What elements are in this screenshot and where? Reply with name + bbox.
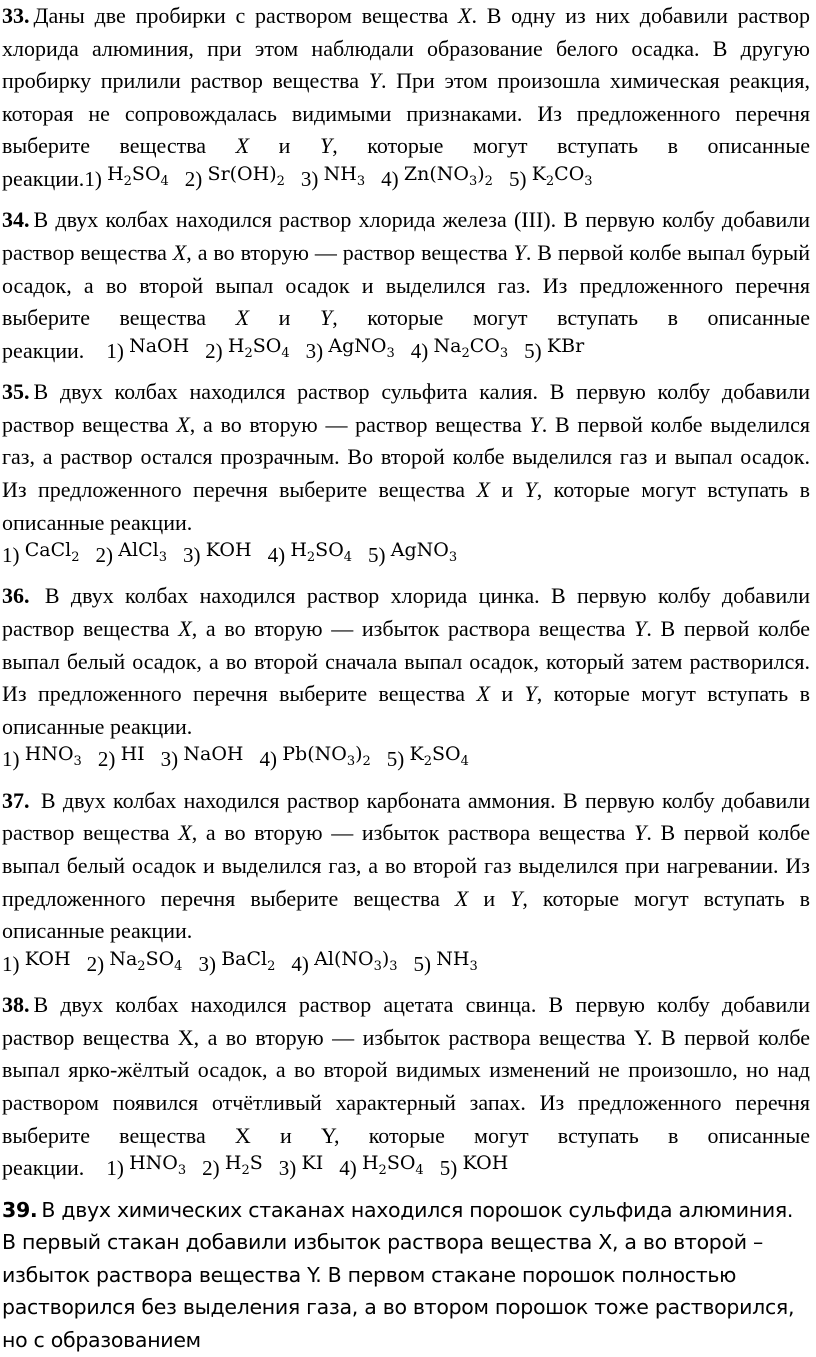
option-formula: HI xyxy=(120,743,145,766)
option-4 xyxy=(339,1152,424,1181)
option-index: 5) xyxy=(524,338,547,363)
question-number: 34. xyxy=(2,207,30,233)
option-3 xyxy=(305,334,395,363)
option-formula: KOH xyxy=(24,947,71,970)
option-index: 4) xyxy=(267,543,291,568)
option-2 xyxy=(205,334,290,363)
option-index: 3) xyxy=(182,543,206,568)
option-3 xyxy=(160,743,244,772)
var-y: Y xyxy=(510,885,523,911)
option-5 xyxy=(386,743,469,772)
var-x: X xyxy=(235,305,250,331)
option-index: 2) xyxy=(97,747,121,772)
option-index: 1) xyxy=(106,338,130,363)
var-y: Y xyxy=(634,616,647,642)
option-3 xyxy=(300,162,366,191)
option-index: 4) xyxy=(259,747,283,772)
var-x: X xyxy=(178,616,192,642)
var-x: X xyxy=(476,476,490,502)
option-index: 4) xyxy=(291,951,315,976)
var-y: Y xyxy=(634,820,647,846)
option-1 xyxy=(2,947,71,976)
option-formula: $Na_2SO_4$ xyxy=(109,947,183,974)
option-4 xyxy=(410,334,509,363)
option-index: 5) xyxy=(368,543,391,568)
option-formula: NaOH xyxy=(183,743,244,766)
question-35: 35. В двух колбах находился раствор сульфита калия. В первую колбу добавили раствор вещества X, а во вторую — раствор вещества Y. В первой колбе выделился газ, а раствор остался прозрачным. Во второй колбе выделился газ и выпал осадок. Из предложенного перечня выберите вещества X и Y, которые могут вступать в описанные реакции. 1) CaCl$_2$ 2) AlCl$_3$ 3) KOH 4) $H_2SO_4$ 5) AgNO$_3$ xyxy=(2,379,810,568)
question-number: 33. xyxy=(2,3,30,28)
options-list xyxy=(2,743,485,772)
option-formula: $HNO_3$ xyxy=(129,1152,187,1178)
option-index: 1) xyxy=(84,166,108,191)
option-1 xyxy=(106,1152,187,1181)
question-number: 38. xyxy=(2,992,30,1018)
var-x: X xyxy=(454,885,469,911)
var-x: X xyxy=(178,820,192,846)
option-formula: AgNO$_3$ xyxy=(390,539,458,565)
option-formula: BaCl$_2$ xyxy=(221,947,276,974)
option-index: 2) xyxy=(86,951,110,976)
option-index: 3) xyxy=(305,338,329,363)
option-index: 1) xyxy=(2,543,25,568)
var-x: X xyxy=(176,411,190,437)
question-number: 37. xyxy=(2,787,30,813)
option-3 xyxy=(278,1152,324,1181)
option-5 xyxy=(413,947,478,976)
option-formula: $K_2SO_4$ xyxy=(409,743,469,770)
option-formula: $Pb(NO_3)_2$ xyxy=(282,743,371,770)
var-x: X xyxy=(235,133,250,159)
option-formula: KBr xyxy=(546,334,585,357)
question-number: 35. xyxy=(2,379,30,405)
option-index: 5) xyxy=(508,166,532,191)
option-1 xyxy=(2,743,82,772)
option-5 xyxy=(368,539,458,568)
option-index: 2) xyxy=(184,166,208,191)
option-formula: $Sr(OH)_2$ xyxy=(207,162,285,189)
option-index: 4) xyxy=(339,1156,362,1181)
var-x: X xyxy=(172,239,187,265)
option-index: 3) xyxy=(160,747,184,772)
option-index: 2) xyxy=(202,1156,225,1181)
option-1 xyxy=(106,334,190,363)
option-formula: $H_2SO_4$ xyxy=(290,539,353,565)
option-formula: KOH xyxy=(462,1152,509,1175)
option-4 xyxy=(291,947,398,976)
option-index: 5) xyxy=(413,951,437,976)
option-2 xyxy=(86,947,183,976)
var-y: Y xyxy=(524,681,537,707)
option-3 xyxy=(198,947,276,976)
var-y: Y xyxy=(513,239,526,265)
option-formula: KOH xyxy=(205,539,252,562)
question-37: 37. В двух колбах находился раствор карбоната аммония. В первую колбу добавили раствор вещества X, а во вторую — избыток раствора вещества Y. В первой колбе выпал белый осадок и выделился газ, а во второй газ выделился при нагревании. Из предложенного перечня выберите вещества X и Y, которые могут вступать в описанные реакции. 1) KOH 2) $Na_2SO_4$ 3) BaCl$_2$ 4) $Al(NO_3)_3$ 5) $NH_3$ xyxy=(2,787,810,976)
option-2 xyxy=(97,743,145,772)
option-index: 1) xyxy=(106,1156,130,1181)
option-formula: $H_2SO_4$ xyxy=(361,1152,424,1178)
option-formula: $Al(NO_3)_3$ xyxy=(314,947,398,974)
option-index: 4) xyxy=(381,166,404,191)
var-x: X xyxy=(476,681,490,707)
option-4 xyxy=(267,539,353,568)
var-y: Y xyxy=(529,411,542,437)
question-38: 38. В двух колбах находился раствор ацетата свинца. В первую колбу добавили раствор вещества X, а во вторую — избыток раствора вещества Y. В первой колбе выпал ярко-жёлтый осадок, а во второй видимых изменений не произошло, но над раствором появился отчётливый характерный запах. Из предложенного перечня выберите вещества X и Y, которые могут вступать в описанные реакции. 1) $HNO_3$ 2) $H_2S$ 3) KI 4) $H_2SO_4$ 5) KOH xyxy=(2,992,810,1181)
options-list xyxy=(106,334,600,363)
option-index: 1) xyxy=(2,951,25,976)
option-formula: CaCl$_2$ xyxy=(24,539,80,565)
option-index: 3) xyxy=(278,1156,302,1181)
option-formula: KI xyxy=(301,1152,324,1175)
option-formula: $Zn(NO_3)_2$ xyxy=(403,162,493,189)
option-formula: NaOH xyxy=(129,334,190,357)
option-1 xyxy=(2,539,80,568)
question-33: 33. Даны две пробирки с раствором вещества X. В одну из них добавили раствор хлорида алюминия, при этом наблюдали образование белого осадка. В другую пробирку прилили раствор вещества Y. При этом произошла химическая реакция, которая не сопровождалась видимыми признаками. Из предложенного перечня выберите вещества X и Y, которые могут вступать в описанные реакции.1) $H_2SO_4$ 2) $Sr(OH)_2$ 3) $NH_3$ 4) $Zn(NO_3)_2$ 5) $K_2CO_3$ xyxy=(2,3,810,191)
options-list xyxy=(84,162,608,191)
question-number: 39. xyxy=(2,1197,38,1222)
options-list xyxy=(2,539,473,568)
question-number: 36. xyxy=(2,583,30,609)
option-4 xyxy=(381,162,493,191)
option-index: 5) xyxy=(439,1156,463,1181)
var-x: X xyxy=(458,3,472,28)
option-index: 4) xyxy=(410,338,434,363)
option-index: 1) xyxy=(2,747,25,772)
var-y: Y xyxy=(368,68,381,94)
option-index: 2) xyxy=(95,543,119,568)
question-39: 39. В двух химических стаканах находился порошок сульфида алюминия. В первый стакан добавили избыток раствора вещества X, а во второй – избыток раствора вещества Y. В первом стакане порошок полностью растворился без выделения газа, а во втором порошок тоже растворился, но с образованием xyxy=(2,1197,795,1352)
option-5 xyxy=(524,334,585,363)
option-5 xyxy=(508,162,593,191)
var-y: Y xyxy=(319,133,333,159)
option-formula: $NH_3$ xyxy=(323,162,366,189)
option-formula: AgNO$_3$ xyxy=(328,334,395,361)
option-formula: $H_2SO_4$ xyxy=(227,334,290,361)
option-formula: $K_2CO_3$ xyxy=(531,162,593,189)
option-2 xyxy=(184,162,285,191)
option-index: 3) xyxy=(300,166,324,191)
option-formula: $Na_2CO_3$ xyxy=(433,334,509,361)
option-3 xyxy=(182,539,252,568)
question-34: 34. В двух колбах находился раствор хлорида железа (III). В первую колбу добавили раствор вещества X, а во вторую — раствор вещества Y. В первой колбе выпал бурый осадок, а во второй выпал осадок и выделился газ. Из предложенного перечня выберите вещества X и Y, которые могут вступать в описанные реакции. 1) NaOH 2) $H_2SO_4$ 3) AgNO$_3$ 4) $Na_2CO_3$ 5) KBr xyxy=(2,207,810,363)
var-y: Y xyxy=(524,476,537,502)
options-list xyxy=(2,947,494,976)
option-index: 2) xyxy=(205,338,228,363)
option-index: 3) xyxy=(198,951,222,976)
option-formula: AlCl$_3$ xyxy=(118,539,167,565)
option-formula: $H_2S$ xyxy=(224,1152,263,1178)
option-formula: $H_2SO_4$ xyxy=(107,162,169,189)
option-5 xyxy=(439,1152,509,1181)
var-y: Y xyxy=(319,305,333,331)
option-index: 5) xyxy=(386,747,410,772)
question-36: 36. В двух колбах находился раствор хлорида цинка. В первую колбу добавили раствор вещества X, а во вторую — избыток раствора вещества Y. В первой колбе выпал белый осадок, а во второй сначала выпал осадок, который затем растворился. Из предложенного перечня выберите вещества X и Y, которые могут вступать в описанные реакции. 1) $HNO_3$ 2) HI 3) NaOH 4) $Pb(NO_3)_2$ 5) $K_2SO_4$ xyxy=(2,583,810,772)
option-2 xyxy=(95,539,167,568)
options-list xyxy=(106,1152,524,1181)
option-formula: $NH_3$ xyxy=(436,947,478,974)
option-1 xyxy=(84,162,169,191)
option-4 xyxy=(259,743,371,772)
option-formula: $HNO_3$ xyxy=(24,743,82,770)
option-2 xyxy=(202,1152,263,1181)
